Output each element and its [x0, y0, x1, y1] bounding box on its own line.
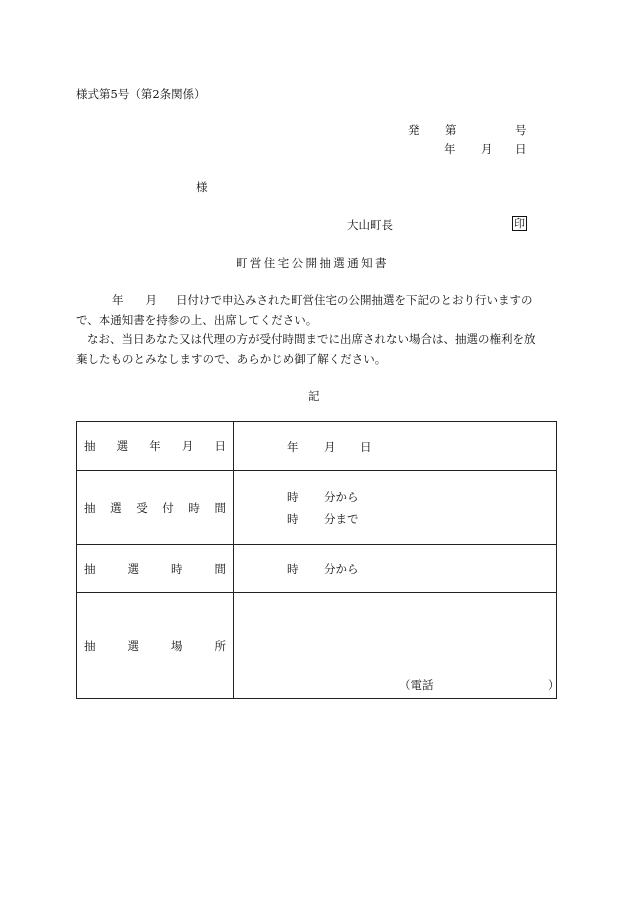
label-char: 選	[116, 439, 129, 453]
phone-open: （電話	[399, 678, 434, 692]
reception-start-minute: 分から	[324, 490, 359, 504]
issue-date-line	[444, 141, 526, 157]
label-char: 付	[162, 500, 174, 515]
form-number: 様式第5号（第2条関係）	[76, 87, 206, 101]
label-char: 時	[171, 561, 183, 576]
addressee-suffix: 様	[196, 180, 208, 194]
seal-mark: 印	[514, 217, 525, 230]
label-char: 抽	[84, 638, 96, 653]
issue-date-day: 日	[515, 142, 527, 156]
lottery-place-value[interactable]	[234, 593, 560, 699]
label-char: 年	[149, 439, 161, 453]
label-char: 選	[110, 500, 122, 515]
paragraph-2-line-1	[76, 330, 558, 350]
table-row	[77, 593, 557, 699]
lottery-hour: 時	[287, 562, 299, 576]
label-char: 選	[127, 638, 139, 653]
phone-close: ）	[548, 678, 560, 692]
label-char: 間	[214, 500, 226, 515]
issue-date-month: 月	[481, 142, 493, 156]
issue-date-year: 年	[444, 142, 456, 156]
paragraph-1-rest: 日付けで申込みされた町営住宅の公開抽選を下記のとおり行いますの	[176, 293, 533, 307]
label-char: 時	[188, 500, 200, 515]
issue-number-dai: 第	[445, 123, 457, 137]
reception-end-minute: 分まで	[324, 512, 359, 526]
lottery-place-label	[77, 593, 234, 699]
date-day: 日	[360, 440, 372, 454]
paragraph-1-year: 年	[112, 293, 124, 307]
label-char: 日	[214, 439, 226, 453]
reception-time-label	[77, 471, 234, 545]
label-char: 選	[127, 561, 139, 576]
date-year: 年	[287, 440, 299, 454]
label-char: 抽	[84, 439, 96, 453]
lottery-time-value[interactable]	[234, 545, 557, 593]
issue-number-prefix: 発	[408, 123, 420, 137]
issuer-name: 大山町長	[347, 218, 393, 232]
label-char: 場	[171, 638, 183, 653]
label-char: 所	[214, 638, 226, 653]
lottery-time-label	[77, 545, 234, 593]
paragraph-1-line-1	[76, 291, 558, 311]
issue-number-suffix: 号	[515, 123, 527, 137]
reception-end-hour: 時	[287, 512, 299, 526]
paragraph-1-line-2: で、本通知書を持参の上、出席してください。	[76, 312, 318, 327]
ki-heading: 記	[308, 389, 320, 403]
paragraph-1-month: 月	[145, 293, 157, 307]
label-char: 抽	[84, 500, 96, 515]
paragraph-2-line-2: 棄したものとみなしますので、あらかじめ御了解ください。	[76, 351, 387, 366]
lottery-date-label	[77, 422, 234, 471]
lottery-minute: 分から	[324, 562, 359, 576]
label-char: 受	[136, 500, 148, 515]
label-char: 抽	[84, 561, 96, 576]
lottery-details-table	[76, 421, 560, 699]
paragraph-2-line-1-text: なお、当日あなた又は代理の方が受付時間までに出席されない場合は、抽選の権利を放	[87, 332, 536, 346]
document-title: 町営住宅公開抽選通知書	[236, 256, 389, 270]
table-row	[77, 422, 557, 471]
reception-start-hour: 時	[287, 490, 299, 504]
issue-number-line	[408, 122, 526, 138]
lottery-date-value[interactable]	[234, 422, 557, 471]
table-row	[77, 471, 557, 545]
label-char: 月	[181, 439, 194, 453]
table-row	[77, 545, 557, 593]
reception-time-value[interactable]	[234, 471, 557, 545]
body-paragraphs	[76, 291, 558, 369]
label-char: 間	[214, 561, 226, 576]
date-month: 月	[324, 440, 336, 454]
